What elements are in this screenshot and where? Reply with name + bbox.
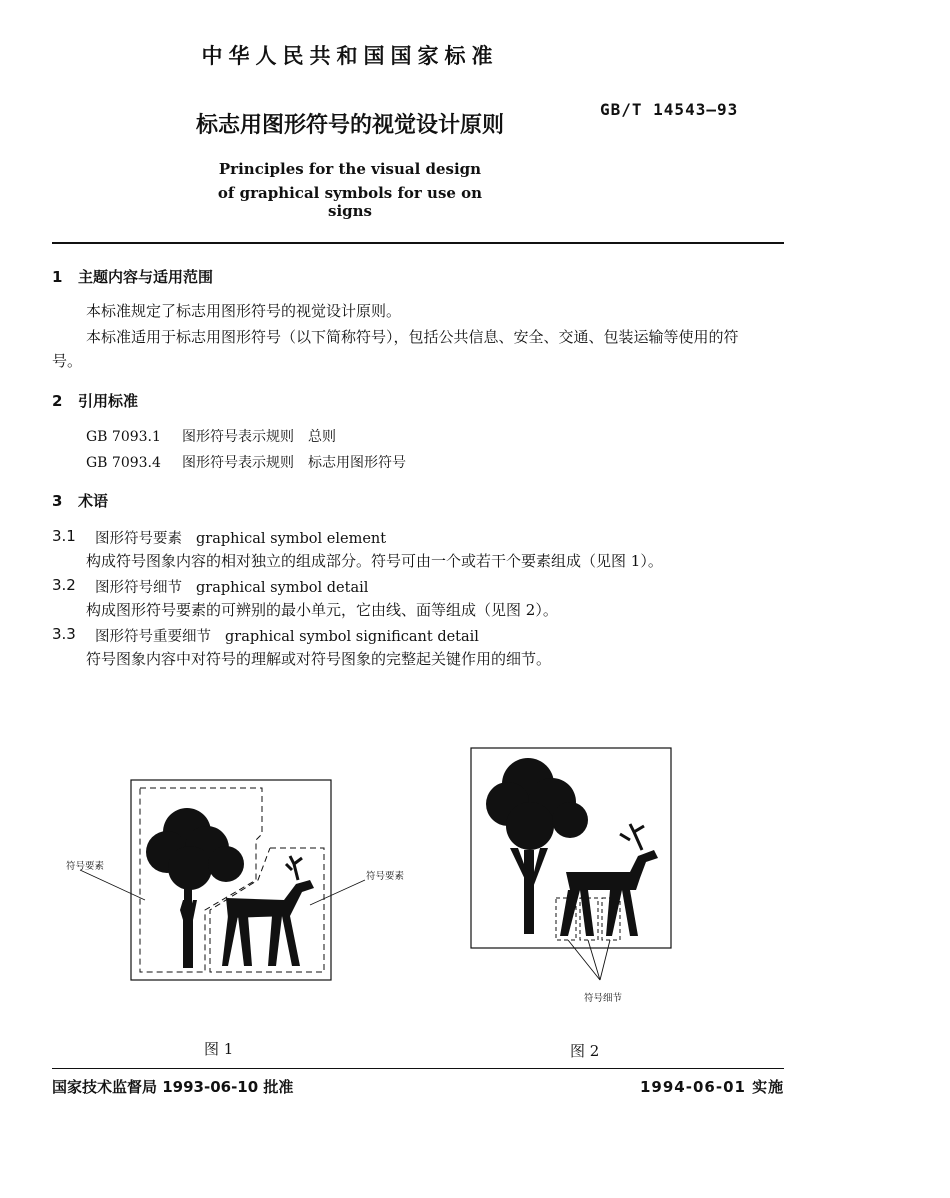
term-en: graphical symbol detail (196, 580, 369, 596)
approval-date: 国家技术监督局 1993-06-10 批准 (52, 1078, 294, 1096)
term-number: 3.2 (52, 576, 76, 594)
header-divider (52, 242, 784, 244)
term-en: graphical symbol element (196, 531, 387, 547)
national-standard-heading: 中华人民共和国国家标准 (201, 44, 499, 68)
standard-code: GB/T 14543—93 (600, 100, 739, 119)
reference-item (86, 426, 336, 446)
section-1-number: 1 (52, 268, 63, 286)
term-number: 3.1 (52, 527, 76, 545)
term-heading (95, 576, 368, 597)
section-1-para-2a: 本标准适用于标志用图形符号（以下简称符号），包括公共信息、安全、交通、包装运输等使用的符 (86, 328, 739, 346)
term-zh: 图形符号细节 (95, 580, 182, 596)
figure-2-callout: 符号细节 (584, 993, 623, 1004)
effective-date: 1994-06-01 实施 (640, 1078, 785, 1096)
section-1-heading (52, 266, 213, 287)
section-3-title: 术语 (78, 492, 109, 510)
figure-1-illustration (40, 760, 370, 1010)
term-en: graphical symbol significant detail (225, 629, 479, 645)
standard-title-zh: 标志用图形符号的视觉设计原则 (195, 113, 504, 138)
figure-1-callout-right: 符号要素 (366, 871, 405, 882)
section-2-title: 引用标准 (78, 392, 139, 410)
footer-divider (52, 1068, 784, 1069)
section-3-heading (52, 490, 108, 511)
callout-arrow (568, 940, 600, 980)
reference-name: 图形符号表示规则 标志用图形符号 (182, 455, 406, 471)
term-number: 3.3 (52, 625, 76, 643)
term-definition: 构成符号图象内容的相对独立的组成部分。符号可由一个或若干个要素组成（见图 1）。 (86, 552, 663, 570)
callout-leader-left (80, 870, 145, 900)
term-definition: 符号图象内容中对符号的理解或对符号图象的完整起关键作用的细节。 (86, 650, 552, 668)
section-1-title: 主题内容与适用范围 (78, 268, 214, 286)
term-zh: 图形符号要素 (95, 531, 182, 547)
figure-2-caption: 图 2 (570, 1042, 600, 1060)
section-1-para-1: 本标准规定了标志用图形符号的视觉设计原则。 (86, 302, 402, 320)
standard-title-en-line1: Principles for the visual design (218, 160, 482, 178)
reference-name: 图形符号表示规则 总则 (182, 429, 336, 445)
callout-arrow (588, 940, 600, 980)
section-3-number: 3 (52, 492, 63, 510)
reference-item (86, 452, 406, 472)
figure-1-caption: 图 1 (204, 1040, 234, 1058)
term-heading (95, 625, 479, 646)
standard-title-en-line2: of graphical symbols for use on signs (217, 184, 483, 220)
callout-arrow (600, 940, 610, 980)
term-definition: 构成图形符号要素的可辨别的最小单元，它由线、面等组成（见图 2）。 (86, 601, 558, 619)
section-1-para-2b: 号。 (52, 352, 83, 370)
figure-1-callout-left: 符号要素 (66, 861, 105, 872)
term-zh: 图形符号重要细节 (95, 629, 211, 645)
term-heading (95, 527, 386, 548)
figure-2-illustration (460, 740, 690, 1000)
reference-code: GB 7093.1 (86, 429, 161, 445)
reference-code: GB 7093.4 (86, 455, 161, 471)
section-2-heading (52, 390, 138, 411)
callout-leader-right (310, 880, 365, 905)
deer-icon (560, 824, 658, 936)
section-2-number: 2 (52, 392, 63, 410)
